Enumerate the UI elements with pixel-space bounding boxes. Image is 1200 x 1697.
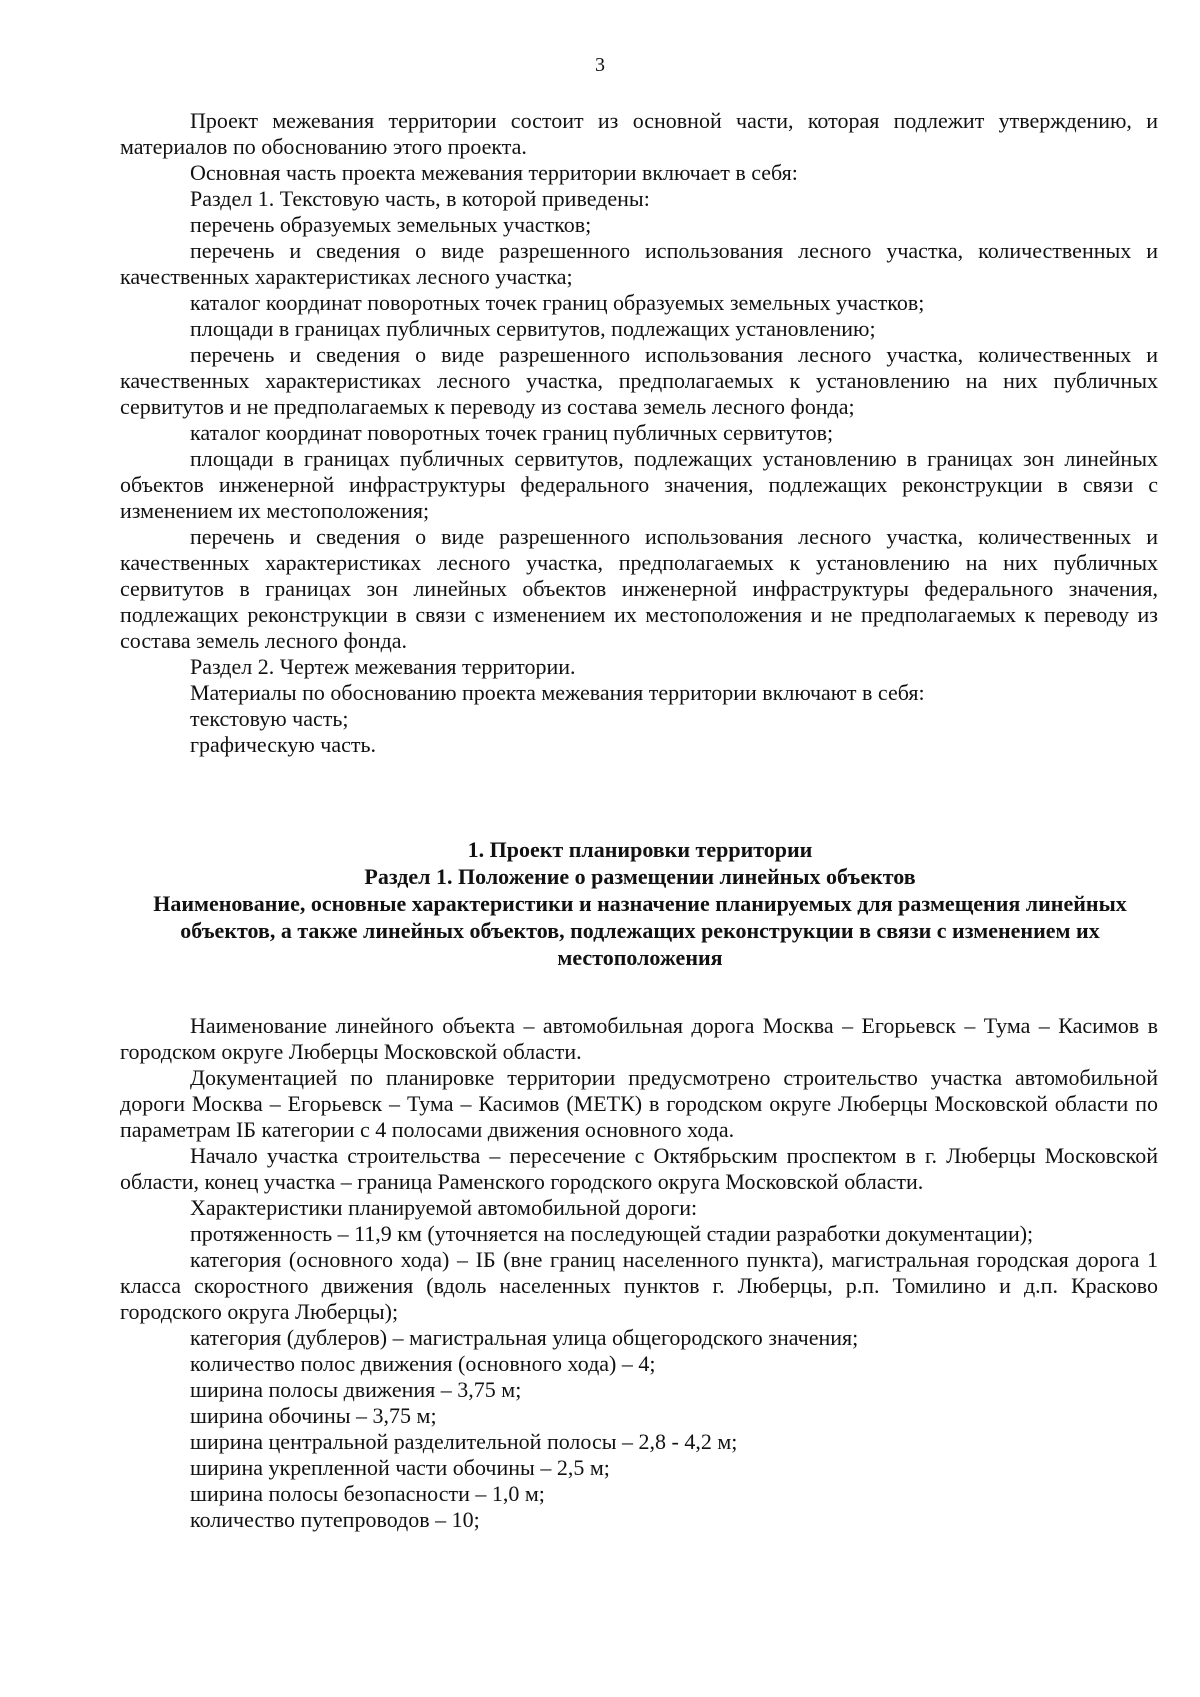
list-item: ширина обочины – 3,75 м; (190, 1403, 437, 1428)
list-item: текстовую часть; (190, 706, 349, 731)
list-item: категория (основного хода) – IБ (вне границ населенного пункта), магистральная городская дорога 1 класса скоростного движения (вдоль населенных пунктов г. Люберцы, р.п. Томилино и д.п. Красково городского округа Люберцы); (120, 1247, 1158, 1324)
section-heading (120, 836, 1160, 971)
list-item: каталог координат поворотных точек границ образуемых земельных участков; (190, 290, 925, 315)
list-item: перечень и сведения о виде разрешенного использования лесного участка, количественных и качественных характеристиках лесного участка, предполагаемых к установлению на них публичных сервитутов в границах зон линейных объектов инженерной инфраструктуры федерального значения, подлежащих реконструкции в связи с изменением их местоположения и не предполагаемых к переводу из состава земель лесного фонда. (120, 524, 1158, 653)
list-item: количество полос движения (основного хода) – 4; (190, 1351, 656, 1376)
list-item: ширина укрепленной части обочины – 2,5 м; (190, 1455, 610, 1480)
paragraph: Проект межевания территории состоит из основной части, которая подлежит утверждению, и материалов по обоснованию этого проекта. (120, 108, 1158, 159)
heading-subtitle: Раздел 1. Положение о размещении линейных объектов (364, 864, 916, 889)
paragraph: Наименование линейного объекта – автомобильная дорога Москва – Егорьевск – Тума – Касимов в городском округе Люберцы Московской области. (120, 1013, 1158, 1064)
list-item: ширина полосы безопасности – 1,0 м; (190, 1481, 545, 1506)
page-number: 3 (595, 54, 605, 76)
list-item: площади в границах публичных сервитутов, подлежащих установлению в границах зон линейных объектов инженерной инфраструктуры федерального значения, подлежащих реконструкции в связи с изменением их местоположения; (120, 446, 1158, 523)
paragraph: Материалы по обоснованию проекта межевания территории включают в себя: (190, 680, 925, 705)
list-item: количество путепроводов – 10; (190, 1507, 480, 1532)
body-section (120, 1013, 1158, 1533)
intro-section (120, 108, 1158, 758)
paragraph: Характеристики планируемой автомобильной дороги: (190, 1195, 698, 1220)
list-item: перечень образуемых земельных участков; (190, 212, 592, 237)
heading-title: 1. Проект планировки территории (467, 837, 813, 862)
list-item: перечень и сведения о виде разрешенного использования лесного участка, количественных и качественных характеристиках лесного участка; (120, 238, 1158, 289)
list-item: ширина полосы движения – 3,75 м; (190, 1377, 522, 1402)
paragraph: Документацией по планировке территории предусмотрено строительство участка автомобильной дороги Москва – Егорьевск – Тума – Касимов (МЕТК) в городском округе Люберцы Московской области по параметрам IБ категории с 4 полосами движения основного хода. (120, 1065, 1158, 1142)
list-item: категория (дублеров) – магистральная улица общегородского значения; (190, 1325, 859, 1350)
list-item: перечень и сведения о виде разрешенного использования лесного участка, количественных и качественных характеристиках лесного участка, предполагаемых к установлению на них публичных сервитутов и не предполагаемых к переводу из состава земель лесного фонда; (120, 342, 1158, 419)
list-item: каталог координат поворотных точек границ публичных сервитутов; (190, 420, 834, 445)
paragraph: Раздел 1. Текстовую часть, в которой приведены: (190, 186, 650, 211)
paragraph: Раздел 2. Чертеж межевания территории. (190, 654, 576, 679)
list-item: площади в границах публичных сервитутов, подлежащих установлению; (190, 316, 876, 341)
heading-description: Наименование, основные характеристики и назначение планируемых для размещения линейных объектов, а также линейных объектов, подлежащих реконструкции в связи с изменением их местоположения (153, 891, 1127, 970)
list-item: ширина центральной разделительной полосы – 2,8 - 4,2 м; (190, 1429, 738, 1454)
paragraph: Основная часть проекта межевания территории включает в себя: (190, 160, 798, 185)
paragraph: Начало участка строительства – пересечение с Октябрьским проспектом в г. Люберцы Московской области, конец участка – граница Раменского городского округа Московской области. (120, 1143, 1158, 1194)
list-item: протяженность – 11,9 км (уточняется на последующей стадии разработки документации); (190, 1221, 1034, 1246)
list-item: графическую часть. (190, 732, 377, 757)
